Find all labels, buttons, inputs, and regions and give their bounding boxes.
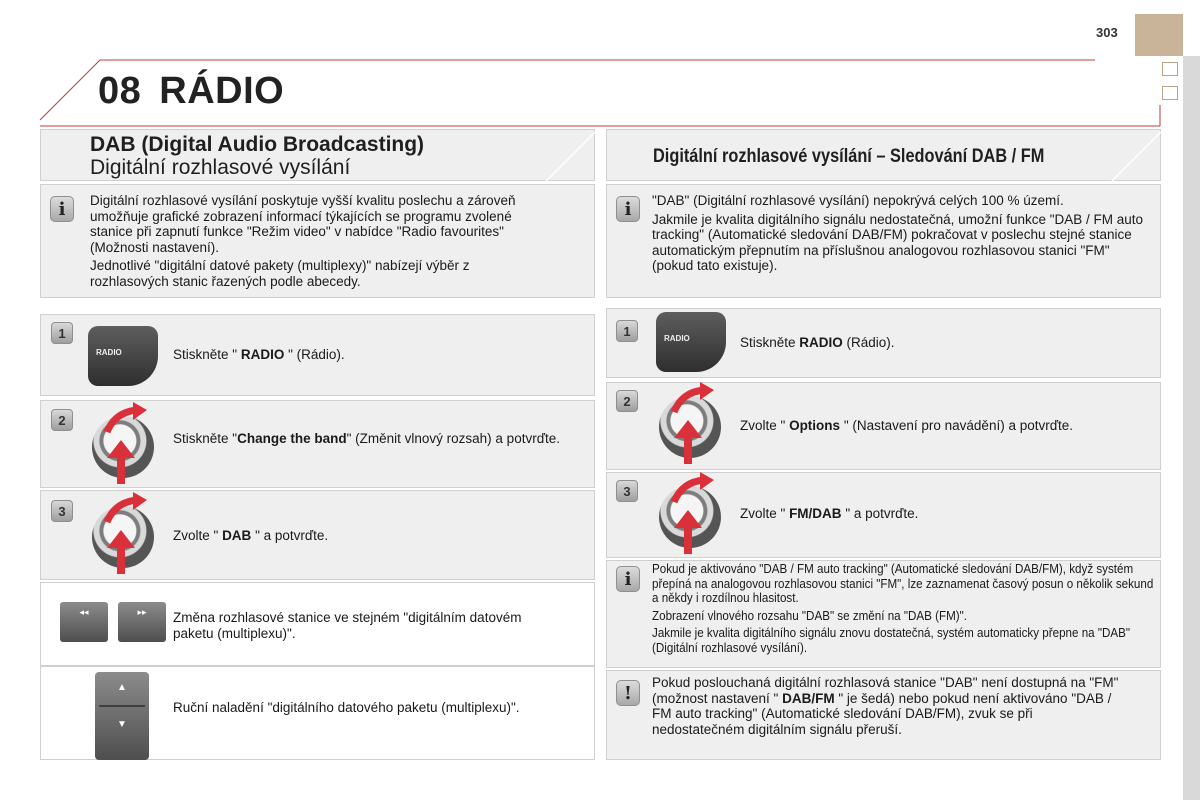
seek-text: Změna rozhlasové stanice ve stejném "digitálním datovém paketu (multiplexu)".	[173, 610, 522, 641]
tune-text: Ruční naladění "digitálního datového paketu (multiplexu)".	[173, 700, 520, 715]
step-number-badge: 3	[51, 500, 73, 522]
right-step-3-text: Zvolte " FM/DAB " a potvrďte.	[740, 506, 919, 521]
left-heading-line2: Digitální rozhlasové vysílání	[90, 156, 351, 179]
left-heading-line1: DAB (Digital Audio Broadcasting)	[90, 133, 425, 156]
right-heading: Digitální rozhlasové vysílání – Sledování DAB / FM	[653, 146, 1045, 167]
chapter-number: 08	[98, 70, 142, 112]
note-paragraph: Zobrazení vlnového rozsahu "DAB" se změní na "DAB (FM)".	[652, 608, 968, 623]
info-icon: i	[616, 566, 640, 592]
radio-button-icon: RADIO	[88, 326, 158, 386]
side-bar	[1183, 56, 1200, 800]
right-warning-text: Pokud poslouchaná digitální rozhlasová stanice "DAB" není dostupná na "FM" (možnost nastavení " DAB/FM " je šedá) nebo pokud není aktivováno "DAB / FM auto tracking" (Automatické sledování DAB/FM), zvuk se při nedostatečném digitálním signálu přeruší.	[652, 675, 1119, 737]
left-step-2-text: Stiskněte "Change the band" (Změnit vlnový rozsah) a potvrďte.	[173, 431, 561, 446]
info-paragraph: Jednotlivé "digitální datové pakety (multiplexy)" nabízejí výběr z rozhlasových stanic řazených podle abecedy.	[90, 258, 470, 289]
warning-icon: !	[616, 680, 640, 706]
step-number-badge: 1	[51, 322, 73, 344]
left-step-3-text: Zvolte " DAB " a potvrďte.	[173, 528, 329, 543]
seek-back-button-icon: ◂◂	[60, 602, 108, 642]
note-paragraph: Pokud je aktivováno "DAB / FM auto tracking" (Automatické sledování DAB/FM), když systém přepíná na analogovou rozhlasovou stanici "FM", lze zaznamenat časový posun o několik sekund a někdy i rozdílnou hlasitost.	[652, 562, 1154, 605]
step-number-badge: 3	[616, 480, 638, 502]
chapter-title	[98, 70, 284, 113]
turn-press-arrow-icon	[652, 382, 732, 466]
turn-press-arrow-icon	[652, 472, 732, 556]
up-arrow-icon: ▲	[117, 682, 127, 693]
info-paragraph: Jakmile je kvalita digitálního signálu nedostatečná, umožní funkce "DAB / FM auto tracking" (Automatické sledování DAB/FM) pokračovat v poslechu stejné stanice automatickým přepnutím na příslušnou analogovou rozhlasovou stanici "FM" (pokud tato existuje).	[652, 211, 1144, 273]
right-step-1-text: Stiskněte RADIO (Rádio).	[740, 335, 895, 350]
right-info-text	[652, 193, 1147, 277]
turn-press-arrow-icon	[85, 402, 165, 486]
info-icon: i	[616, 196, 640, 222]
chapter-name: RÁDIO	[159, 70, 285, 112]
right-note-text	[652, 562, 1154, 658]
right-step-2-text: Zvolte " Options " (Nastavení pro navádění) a potvrďte.	[740, 418, 1074, 433]
note-paragraph: Jakmile je kvalita digitálního signálu znovu dostatečná, systém automaticky přepne na "DAB" (Digitální rozhlasové vysílání).	[652, 626, 1131, 655]
down-arrow-icon: ▼	[117, 719, 127, 730]
step-number-badge: 1	[616, 320, 638, 342]
info-paragraph: Digitální rozhlasové vysílání poskytuje vyšší kvalitu poslechu a zároveň umožňuje grafické zobrazení informací týkajících se programu zvolené stanice při zapnutí funkce "Režim video" v nabídce "Radio favourites" (Možnosti nastavení).	[90, 193, 516, 255]
left-info-text	[90, 193, 550, 292]
up-down-button-icon	[95, 672, 149, 760]
info-icon: i	[50, 196, 74, 222]
page-number: 303	[1096, 25, 1118, 40]
turn-press-arrow-icon	[85, 492, 165, 576]
seek-forward-button-icon: ▸▸	[118, 602, 166, 642]
info-paragraph: "DAB" (Digitální rozhlasové vysílání) nepokrývá celých 100 % území.	[652, 193, 1064, 208]
radio-button-icon: RADIO	[656, 312, 726, 372]
step-number-badge: 2	[616, 390, 638, 412]
step-number-badge: 2	[51, 409, 73, 431]
left-step-1-text: Stiskněte " RADIO " (Rádio).	[173, 347, 345, 362]
